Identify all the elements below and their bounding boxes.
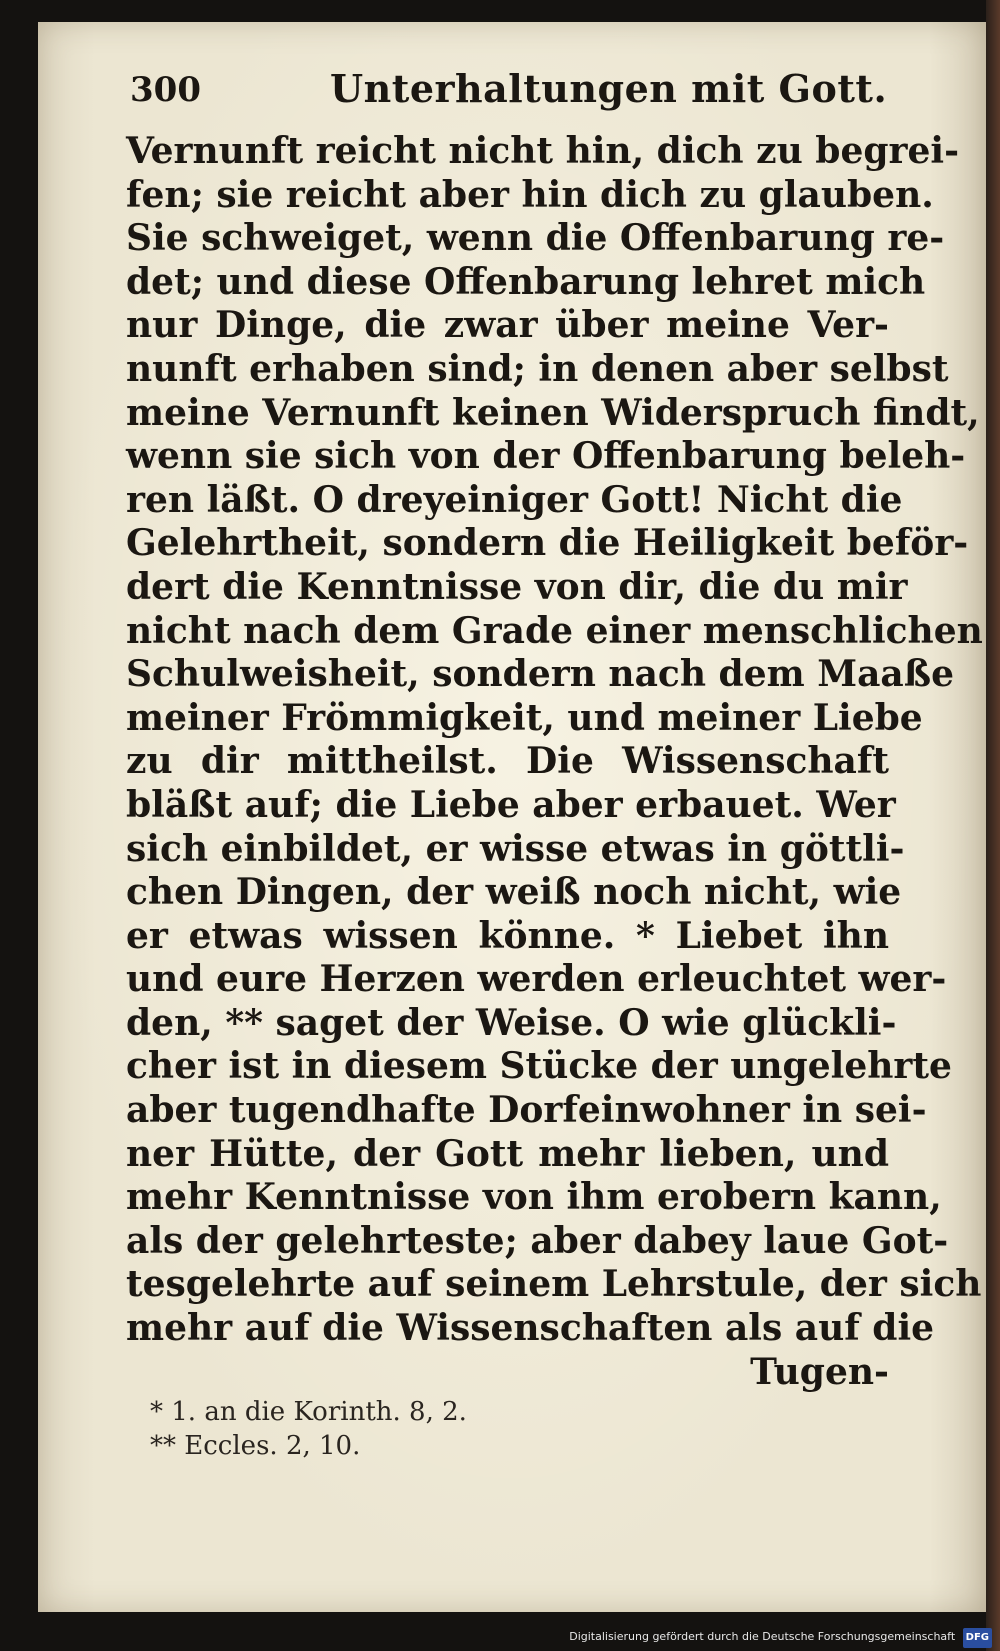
dfg-logo: DFG (963, 1628, 992, 1648)
text-line: meiner Frömmigkeit, und meiner Liebe (126, 696, 923, 739)
text-line: chen Dingen, der weiß noch nicht, wie (126, 871, 902, 914)
page-header (90, 62, 890, 122)
text-line: ner Hütte, der Gott mehr lieben, und (126, 1132, 889, 1175)
text-line: meine Vernunft keinen Widerspruch findt, (126, 391, 980, 434)
text-line: tesgelehrte auf seinem Lehrstule, der sich (126, 1263, 982, 1306)
text-line: cher ist in diesem Stücke der ungelehrte (126, 1045, 952, 1088)
body-text (126, 130, 983, 1394)
footnote: ** Eccles. 2, 10. (150, 1431, 361, 1461)
text-line: ren läßt. O dreyeiniger Gott! Nicht die (126, 478, 903, 521)
text-line: nicht nach dem Grade einer menschlichen (126, 609, 983, 652)
text-line: nunft erhaben sind; in denen aber selbst (126, 347, 949, 390)
digitization-credit (569, 1627, 992, 1647)
text-line: aber tugendhafte Dorfeinwohner in sei- (126, 1089, 927, 1132)
text-line: wenn sie sich von der Offenbarung beleh- (126, 435, 966, 478)
text-line: Schulweisheit, sondern nach dem Maaße (126, 653, 955, 696)
text-line: nur Dinge, die zwar über meine Ver- (126, 304, 889, 347)
text-line: mehr auf die Wissenschaften als auf die (126, 1307, 935, 1350)
text-line: zu dir mittheilst. Die Wissenschaft (126, 740, 889, 783)
text-line: bläßt auf; die Liebe aber erbauet. Wer (126, 783, 896, 826)
footnotes (150, 1395, 850, 1463)
running-head: Unterhaltungen mit Gott. (330, 66, 888, 111)
text-line: er etwas wissen könne. * Liebet ihn (126, 914, 889, 957)
catchword: Tugen- (750, 1350, 889, 1393)
text-line: als der gelehrteste; aber dabey laue Got- (126, 1219, 949, 1262)
text-line: det; und diese Offenbarung lehret mich (126, 260, 926, 303)
text-line: Sie schweiget, wenn die Offenbarung re- (126, 217, 945, 260)
footnote: * 1. an die Korinth. 8, 2. (150, 1397, 467, 1427)
text-line: dert die Kenntnisse von dir, die du mir (126, 565, 908, 608)
text-line: fen; sie reicht aber hin dich zu glauben. (126, 173, 934, 216)
text-line: Gelehrtheit, sondern die Heiligkeit beför- (126, 522, 969, 565)
text-line: mehr Kenntnisse von ihm erobern kann, (126, 1176, 942, 1219)
page-number: 300 (130, 70, 201, 110)
text-line: Vernunft reicht nicht hin, dich zu begrei- (126, 130, 960, 172)
book-spine-edge (986, 0, 1000, 1651)
text-line: den, ** saget der Weise. O wie glückli- (126, 1001, 897, 1044)
text-line: und eure Herzen werden erleuchtet wer- (126, 958, 947, 1001)
credit-text: Digitalisierung gefördert durch die Deutsche Forschungsgemeinschaft (569, 1630, 956, 1643)
text-line: sich einbildet, er wisse etwas in göttli- (126, 827, 905, 870)
